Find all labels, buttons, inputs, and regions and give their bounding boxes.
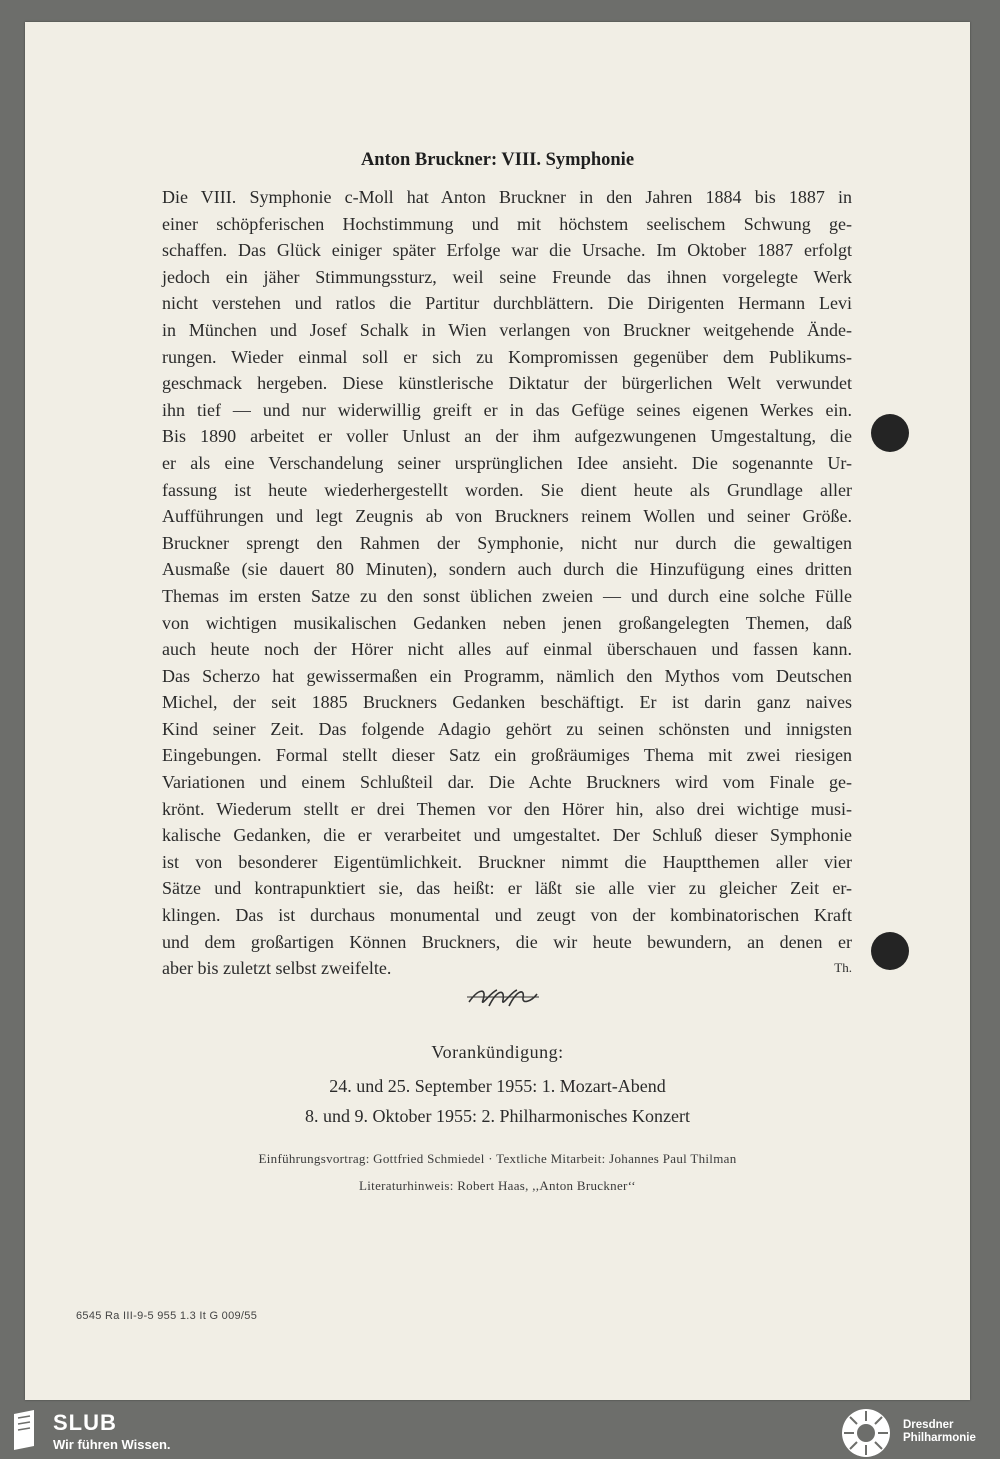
slub-logo-icon [12, 1410, 40, 1450]
footer-bar [0, 1405, 1000, 1455]
announcement-item: 8. und 9. Oktober 1955: 2. Philharmonisches Konzert [305, 1106, 690, 1126]
text-line: Michel, der seit 1885 Bruckners Gedanken beschäftigt. Er ist darin ganz naives [162, 692, 852, 713]
text-line: Variationen und einem Schlußteil dar. Die Achte Bruckners wird vom Finale ge- [162, 772, 852, 793]
text-line: er als eine Verschandelung seiner ursprünglichen Idee ansieht. Die sogenannte Ur- [162, 452, 852, 473]
text-line: schaffen. Das Glück einiger später Erfolge war die Ursache. Im Oktober 1887 erfolgt [162, 240, 852, 261]
text-line: kalische Gedanken, die er verarbeitet und umgestaltet. Der Schluß dieser Symphonie [162, 825, 852, 846]
library-tagline: Wir führen Wissen. [53, 1437, 171, 1452]
text-line: rungen. Wieder einmal soll er sich zu Kompromissen gegenüber dem Publikums- [162, 346, 852, 367]
literature-line: Literaturhinweis: Robert Haas, ,,Anton Bruckner‘‘ [359, 1178, 636, 1193]
credits-line: Einführungsvortrag: Gottfried Schmiedel · Textliche Mitarbeit: Johannes Paul Thilman [258, 1151, 737, 1166]
text-line: in München und Josef Schalk in Wien verlangen von Bruckner weitgehende Ände- [162, 319, 852, 340]
text-line: Sätze und kontrapunktiert sie, das heißt: er läßt sie alle vier zu gleicher Zeit er- [162, 878, 852, 899]
body-text [162, 184, 852, 982]
text-line: krönt. Wiederum stellt er drei Themen vor den Hörer hin, also drei wichtige musi- [162, 798, 852, 819]
text-line: fassung ist heute wiederhergestellt worden. Sie dient heute als Grundlage aller [162, 479, 852, 500]
text-line: Das Scherzo hat gewissermaßen ein Programm, nämlich den Mythos vom Deutschen [162, 665, 852, 686]
text-line: ihn tief — und nur widerwillig greift er in das Gefüge seines eigenen Werkes ein. [162, 399, 852, 420]
text-line: Bis 1890 arbeitet er voller Unlust an der ihm aufgezwungenen Umgestaltung, die [162, 426, 852, 447]
text-line: jedoch ein jäher Stimmungssturz, weil seine Freunde das ihnen vorgelegte Werk [162, 266, 852, 287]
text-line: geschmack hergeben. Diese künstlerische Diktatur der bürgerlichen Welt verwundet [162, 373, 852, 394]
text-line: Aufführungen und legt Zeugnis ab von Bruckners reinem Wollen und seiner Größe. [162, 506, 852, 527]
text-line: nicht verstehen und ratlos die Partitur durchblättern. Die Dirigenten Hermann Levi [162, 293, 852, 314]
text-line: von wichtigen musikalischen Gedanken neben jenen großangelegten Themen, daß [162, 612, 852, 633]
text-line: klingen. Das ist durchaus monumental und zeugt von der kombinatorischen Kraft [162, 905, 852, 926]
announcement-item: 24. und 25. September 1955: 1. Mozart-Abend [329, 1076, 666, 1096]
ornament-icon [465, 984, 541, 1010]
text-line: Themas im ersten Satze zu den sonst üblichen zweien — und durch eine solche Fülle [162, 585, 852, 606]
announcement-heading: Vorankündigung: [431, 1042, 564, 1062]
text-line-last [162, 955, 852, 982]
punch-hole-upper [871, 414, 909, 452]
text-line: Die VIII. Symphonie c-Moll hat Anton Bruckner in den Jahren 1884 bis 1887 in [162, 187, 852, 207]
partner-name-line1: Dresdner [903, 1419, 954, 1431]
print-code: 6545 Ra III-9-5 955 1.3 It G 009/55 [76, 1310, 258, 1322]
library-name: SLUB [53, 1410, 117, 1435]
page-title: Anton Bruckner: VIII. Symphonie [360, 150, 635, 170]
partner-name-line2: Philharmonie [903, 1432, 976, 1444]
text-line: Bruckner sprengt den Rahmen der Symphonie, nicht nur durch die gewaltigen [162, 532, 852, 553]
philharmonie-logo-icon [840, 1407, 892, 1459]
text-line: auch heute noch der Hörer nicht alles auf einmal überschauen und fassen kann. [162, 639, 852, 660]
text-line: einer schöpferischen Hochstimmung und mit höchstem seelischem Schwung ge- [162, 213, 852, 234]
punch-hole-lower [871, 932, 909, 970]
text-line: Kind seiner Zeit. Das folgende Adagio gehört zu seinen schönsten und innigsten [162, 718, 852, 739]
text-line: aber bis zuletzt selbst zweifelte. [162, 958, 392, 979]
document-page [25, 22, 970, 1400]
text-line: Eingebungen. Formal stellt dieser Satz ein großräumiges Thema mit zwei riesigen [162, 745, 852, 766]
author-signature: Th. [834, 960, 852, 976]
text-line: Ausmaße (sie dauert 80 Minuten), sondern auch durch die Hinzufügung eines dritten [162, 559, 852, 580]
text-line: ist von besonderer Eigentümlichkeit. Bruckner nimmt die Hauptthemen aller vier [162, 851, 852, 872]
text-line: und dem großartigen Können Bruckners, die wir heute bewundern, an denen er [162, 931, 852, 952]
partner-name [903, 1419, 976, 1445]
